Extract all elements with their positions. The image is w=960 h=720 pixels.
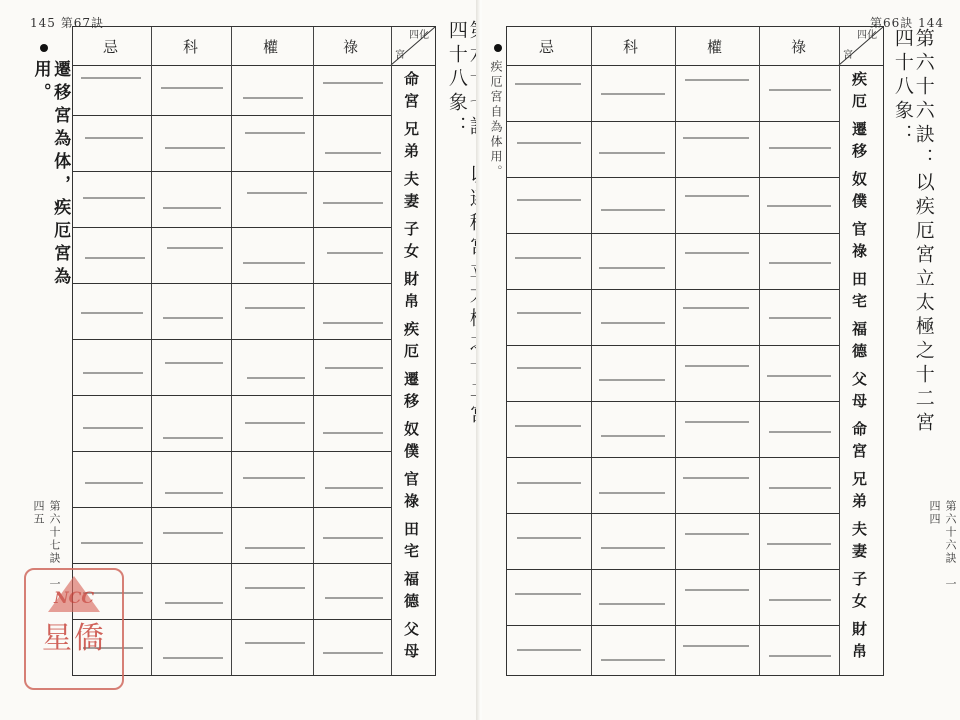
left-running-title: 第67訣 — [60, 16, 105, 30]
left-side-heading: 遷移宮為体，疾厄宮為用。 — [30, 60, 71, 290]
right-folio: 第六十六訣 一四四 — [928, 500, 957, 591]
stamp-name: 星僑 — [42, 621, 106, 656]
left-palace-char: 疾 — [402, 321, 420, 343]
left-palace-char: 田 — [402, 521, 420, 543]
right-palace-char: 子 — [850, 571, 868, 593]
left-bullet — [40, 44, 48, 52]
right-head-quan: 權 — [707, 38, 725, 56]
left-palace-char: 祿 — [402, 493, 420, 515]
left-page-title: 四十八象： — [445, 20, 468, 140]
left-palace-char: 遷 — [402, 371, 420, 393]
left-palace-char: 奴 — [402, 421, 420, 443]
left-head-ke: 科 — [183, 38, 201, 56]
right-palace-char: 遷 — [850, 121, 868, 143]
left-palace-char: 財 — [402, 271, 420, 293]
right-palace-char: 妻 — [850, 543, 868, 565]
left-palace-char: 官 — [402, 471, 420, 493]
right-corner-top: 四化 — [857, 30, 877, 41]
left-palace-char: 父 — [402, 621, 420, 643]
left-palace-column — [401, 71, 422, 671]
right-corner-bottom: 宮 — [843, 50, 853, 61]
left-palace-char: 子 — [402, 221, 420, 243]
left-head-ji: 忌 — [103, 38, 121, 56]
right-page-number: 144 — [918, 16, 945, 30]
left-palace-char: 厄 — [402, 343, 420, 365]
left-palace-char: 夫 — [402, 171, 420, 193]
left-palace-char: 宅 — [402, 543, 420, 565]
left-palace-char: 宮 — [402, 93, 420, 115]
right-palace-char: 僕 — [850, 193, 868, 215]
stamp-logo-text: NCC — [53, 588, 95, 607]
right-palace-char: 祿 — [850, 243, 868, 265]
right-palace-char: 財 — [850, 621, 868, 643]
left-palace-char: 兄 — [402, 121, 420, 143]
right-palace-char: 厄 — [850, 93, 868, 115]
right-palace-char: 宮 — [850, 443, 868, 465]
right-head-ke: 科 — [623, 38, 641, 56]
left-palace-char: 弟 — [402, 143, 420, 165]
ncc-stamp-logo — [24, 568, 124, 690]
left-palace-char: 帛 — [402, 293, 420, 315]
right-palace-char: 父 — [850, 371, 868, 393]
left-head-quan: 權 — [263, 38, 281, 56]
right-palace-char: 母 — [850, 393, 868, 415]
right-bullet — [494, 44, 502, 52]
right-palace-char: 帛 — [850, 643, 868, 665]
left-corner-top: 四化 — [409, 30, 429, 41]
right-palace-char: 田 — [850, 271, 868, 293]
right-palace-column — [849, 71, 870, 671]
right-table — [506, 26, 884, 676]
left-folio: 第六十七訣 一四五 — [32, 500, 61, 591]
left-palace-char: 妻 — [402, 193, 420, 215]
left-palace-char: 女 — [402, 243, 420, 265]
right-palace-char: 福 — [850, 321, 868, 343]
right-palace-char: 奴 — [850, 171, 868, 193]
right-palace-char: 宅 — [850, 293, 868, 315]
right-palace-char: 移 — [850, 143, 868, 165]
left-head-lu: 祿 — [343, 38, 361, 56]
left-table — [72, 26, 436, 676]
right-head-lu: 祿 — [791, 38, 809, 56]
right-head-ji: 忌 — [539, 38, 557, 56]
left-corner-bottom: 宮 — [395, 50, 405, 61]
right-side-heading: 疾厄宮自為体用。 — [489, 60, 503, 180]
left-palace-char: 移 — [402, 393, 420, 415]
left-palace-char: 母 — [402, 643, 420, 665]
right-palace-char: 夫 — [850, 521, 868, 543]
right-palace-char: 命 — [850, 421, 868, 443]
right-page-title: 第六十六訣：以疾厄宮立太極之十二宮四十八象： — [891, 28, 935, 436]
right-palace-char: 德 — [850, 343, 868, 365]
right-palace-char: 弟 — [850, 493, 868, 515]
right-palace-char: 官 — [850, 221, 868, 243]
right-palace-char: 女 — [850, 593, 868, 615]
left-palace-char: 福 — [402, 571, 420, 593]
left-palace-char: 僕 — [402, 443, 420, 465]
right-palace-char: 疾 — [850, 71, 868, 93]
right-running-title: 第66訣 — [870, 16, 914, 30]
left-page-number: 145 — [30, 16, 56, 30]
left-palace-char: 命 — [402, 71, 420, 93]
left-palace-char: 德 — [402, 593, 420, 615]
right-page — [482, 0, 960, 720]
right-palace-char: 兄 — [850, 471, 868, 493]
